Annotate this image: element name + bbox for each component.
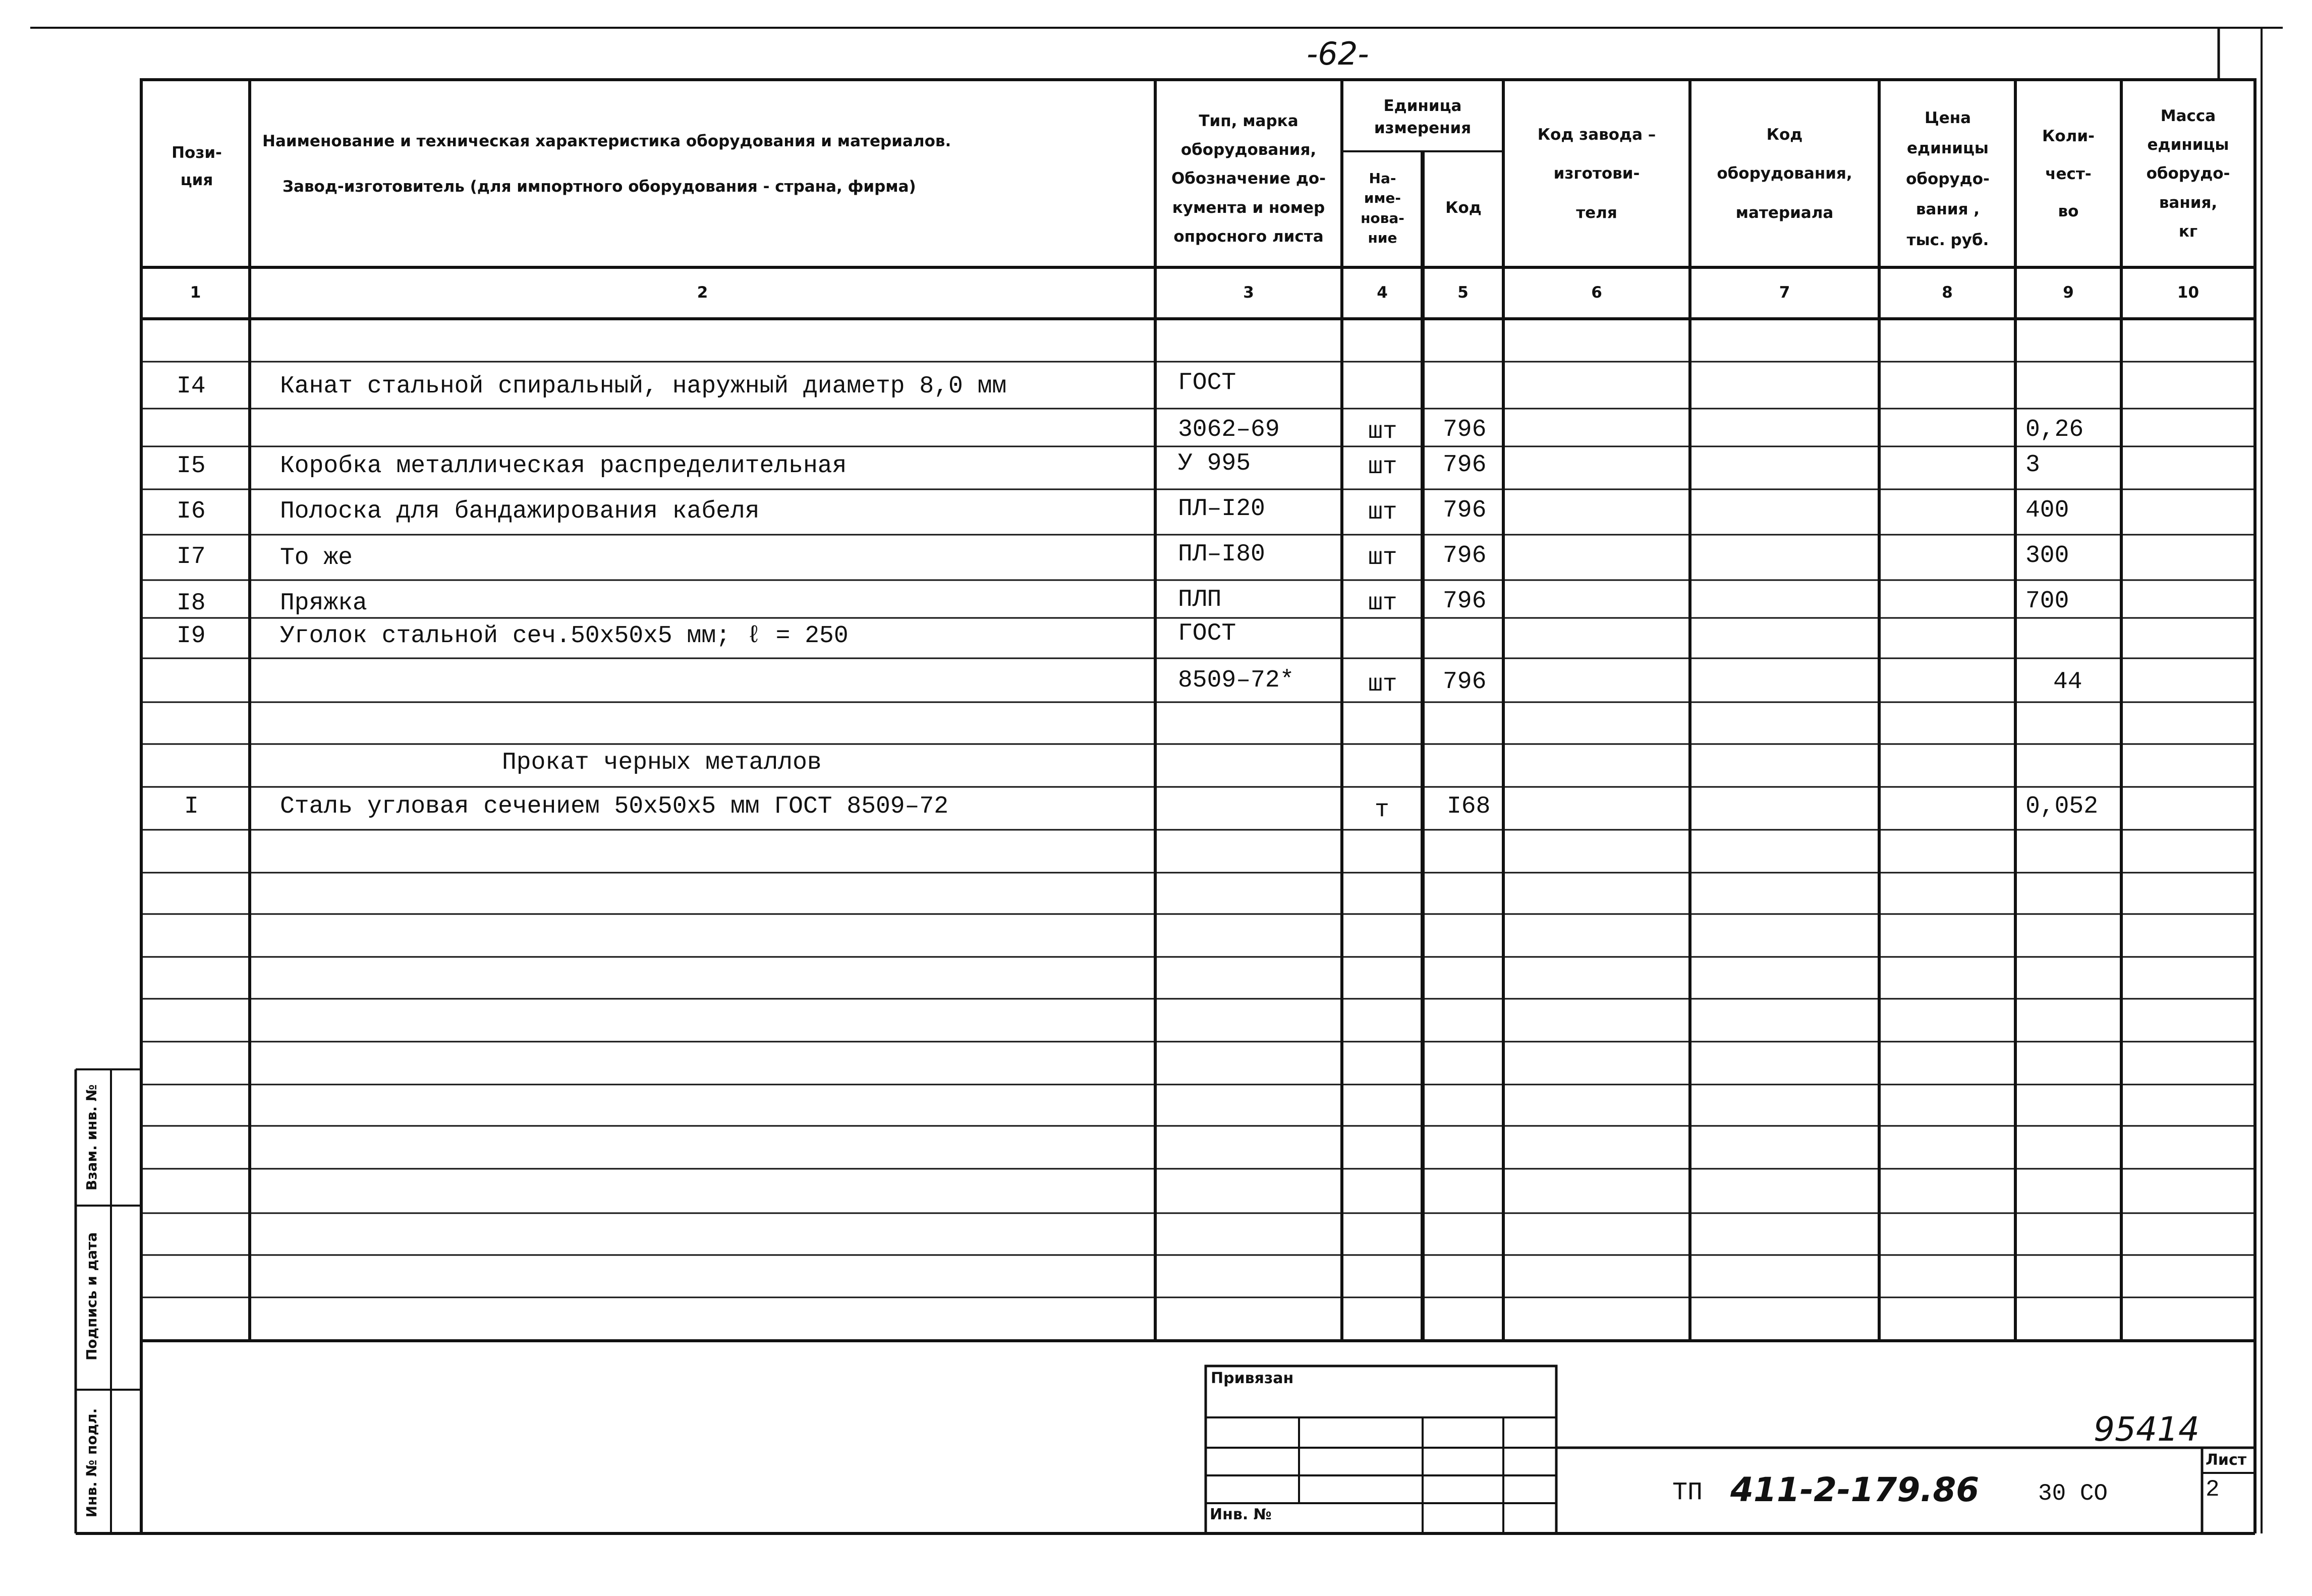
row-unit: шт xyxy=(1368,590,1397,617)
row-code: 796 xyxy=(1443,542,1487,569)
header-position: Пози- ция xyxy=(172,143,222,189)
row-name: Уголок стальной сеч.50х50х5 мм; xyxy=(280,622,730,650)
row-position: I4 xyxy=(177,373,206,400)
row-quantity: 3 xyxy=(2025,451,2040,479)
row-code: 796 xyxy=(1443,668,1487,696)
row-unit: шт xyxy=(1368,453,1397,481)
row-position: I8 xyxy=(177,590,206,617)
row-unit: шт xyxy=(1368,544,1397,572)
column-number: 1 xyxy=(190,283,201,302)
row-code: 796 xyxy=(1443,416,1487,443)
column-number: 9 xyxy=(2063,283,2074,302)
document-prefix: ТП xyxy=(1672,1478,1703,1507)
row-quantity: 44 xyxy=(2053,668,2082,696)
row-type: ПЛП xyxy=(1178,586,1222,613)
document-suffix: 30 СО xyxy=(2038,1480,2108,1507)
header-unit-name: На- име- нова- ние xyxy=(1361,170,1404,246)
sheet-number: 2 xyxy=(2206,1476,2220,1503)
row-name: Канат стальной спиральный, наружный диаметр 8,0 мм xyxy=(280,373,1007,400)
row-position: I5 xyxy=(177,452,206,480)
row-code: I68 xyxy=(1447,793,1491,820)
document-code: 411-2-179.86 xyxy=(1730,1470,1980,1509)
header-type: Тип, марка оборудования, Обозначение до- кумента и номер опросного листа xyxy=(1171,111,1326,246)
row-unit: шт xyxy=(1368,418,1397,445)
row-position: I xyxy=(184,793,199,820)
column-number: 8 xyxy=(1942,283,1953,302)
row-type: ПЛ–I80 xyxy=(1178,541,1265,568)
row-name: Полоска для бандажирования кабеля xyxy=(280,498,760,525)
column-number: 3 xyxy=(1243,283,1254,302)
row-type: ГОСТ xyxy=(1178,369,1236,396)
row-name-suffix: ℓ = 250 xyxy=(747,622,849,650)
header-price: Цена единицы оборудо- вания , тыс. руб. xyxy=(1906,108,1990,249)
row-type: ГОСТ xyxy=(1178,620,1236,647)
side-label-inv-original: Инв. № подл. xyxy=(83,1408,100,1518)
row-type: ПЛ–I20 xyxy=(1178,495,1265,523)
header-name-line2: Завод-изготовитель (для импортного оборудования - страна, фирма) xyxy=(283,177,916,196)
archive-number: 95414 xyxy=(2094,1410,2200,1449)
side-label-signature-date: Подпись и дата xyxy=(83,1232,100,1361)
column-number: 6 xyxy=(1591,283,1602,302)
row-type: 8509–72* xyxy=(1178,667,1294,694)
column-number: 7 xyxy=(1779,283,1790,302)
row-quantity: 300 xyxy=(2025,542,2069,569)
section-title: Прокат черных металлов xyxy=(502,749,822,776)
row-unit: т xyxy=(1375,796,1389,824)
header-name-line1: Наименование и техническая характеристика оборудования и материалов. xyxy=(262,132,951,150)
column-number: 4 xyxy=(1377,283,1388,302)
column-number: 5 xyxy=(1457,283,1469,302)
header-quantity: Коли- чест- во xyxy=(2042,127,2095,221)
row-name: Пряжка xyxy=(280,590,367,617)
row-quantity: 0,26 xyxy=(2025,416,2084,443)
row-position: I7 xyxy=(177,543,206,571)
row-name: Коробка металлическая распределительная xyxy=(280,452,847,480)
row-code: 796 xyxy=(1443,588,1487,615)
page-number: -62- xyxy=(1307,35,1369,72)
header-equipment-code: Код оборудования, материала xyxy=(1717,125,1852,222)
row-quantity: 400 xyxy=(2025,497,2069,524)
row-name: Сталь угловая сечением 50х50х5 мм ГОСТ 8509–72 xyxy=(280,793,949,820)
row-name: То же xyxy=(280,544,353,572)
header-unit-group: Единица измерения xyxy=(1374,97,1472,137)
column-number: 10 xyxy=(2177,283,2200,302)
row-unit: шт xyxy=(1368,671,1397,698)
row-quantity: 0,052 xyxy=(2025,793,2099,820)
row-code: 796 xyxy=(1443,497,1487,524)
header-unit-code: Код xyxy=(1445,199,1482,217)
row-unit: шт xyxy=(1368,499,1397,526)
row-position: I6 xyxy=(177,498,206,525)
column-number: 2 xyxy=(697,283,708,302)
header-plant-code: Код завода – изготови- теля xyxy=(1537,125,1656,222)
side-label-replaced-inv: Взам. инв. № xyxy=(83,1084,100,1191)
row-code: 796 xyxy=(1443,451,1487,479)
stamp-inventory-label: Инв. № xyxy=(1210,1506,1272,1523)
stamp-attached-label: Привязан xyxy=(1211,1370,1294,1387)
sheet-label: Лист xyxy=(2206,1451,2247,1469)
row-position: I9 xyxy=(177,622,206,650)
row-type: 3062–69 xyxy=(1178,416,1280,443)
row-type: У 995 xyxy=(1178,450,1251,477)
row-quantity: 700 xyxy=(2025,588,2069,615)
header-mass: Масса единицы оборудо- вания, кг xyxy=(2146,106,2230,241)
